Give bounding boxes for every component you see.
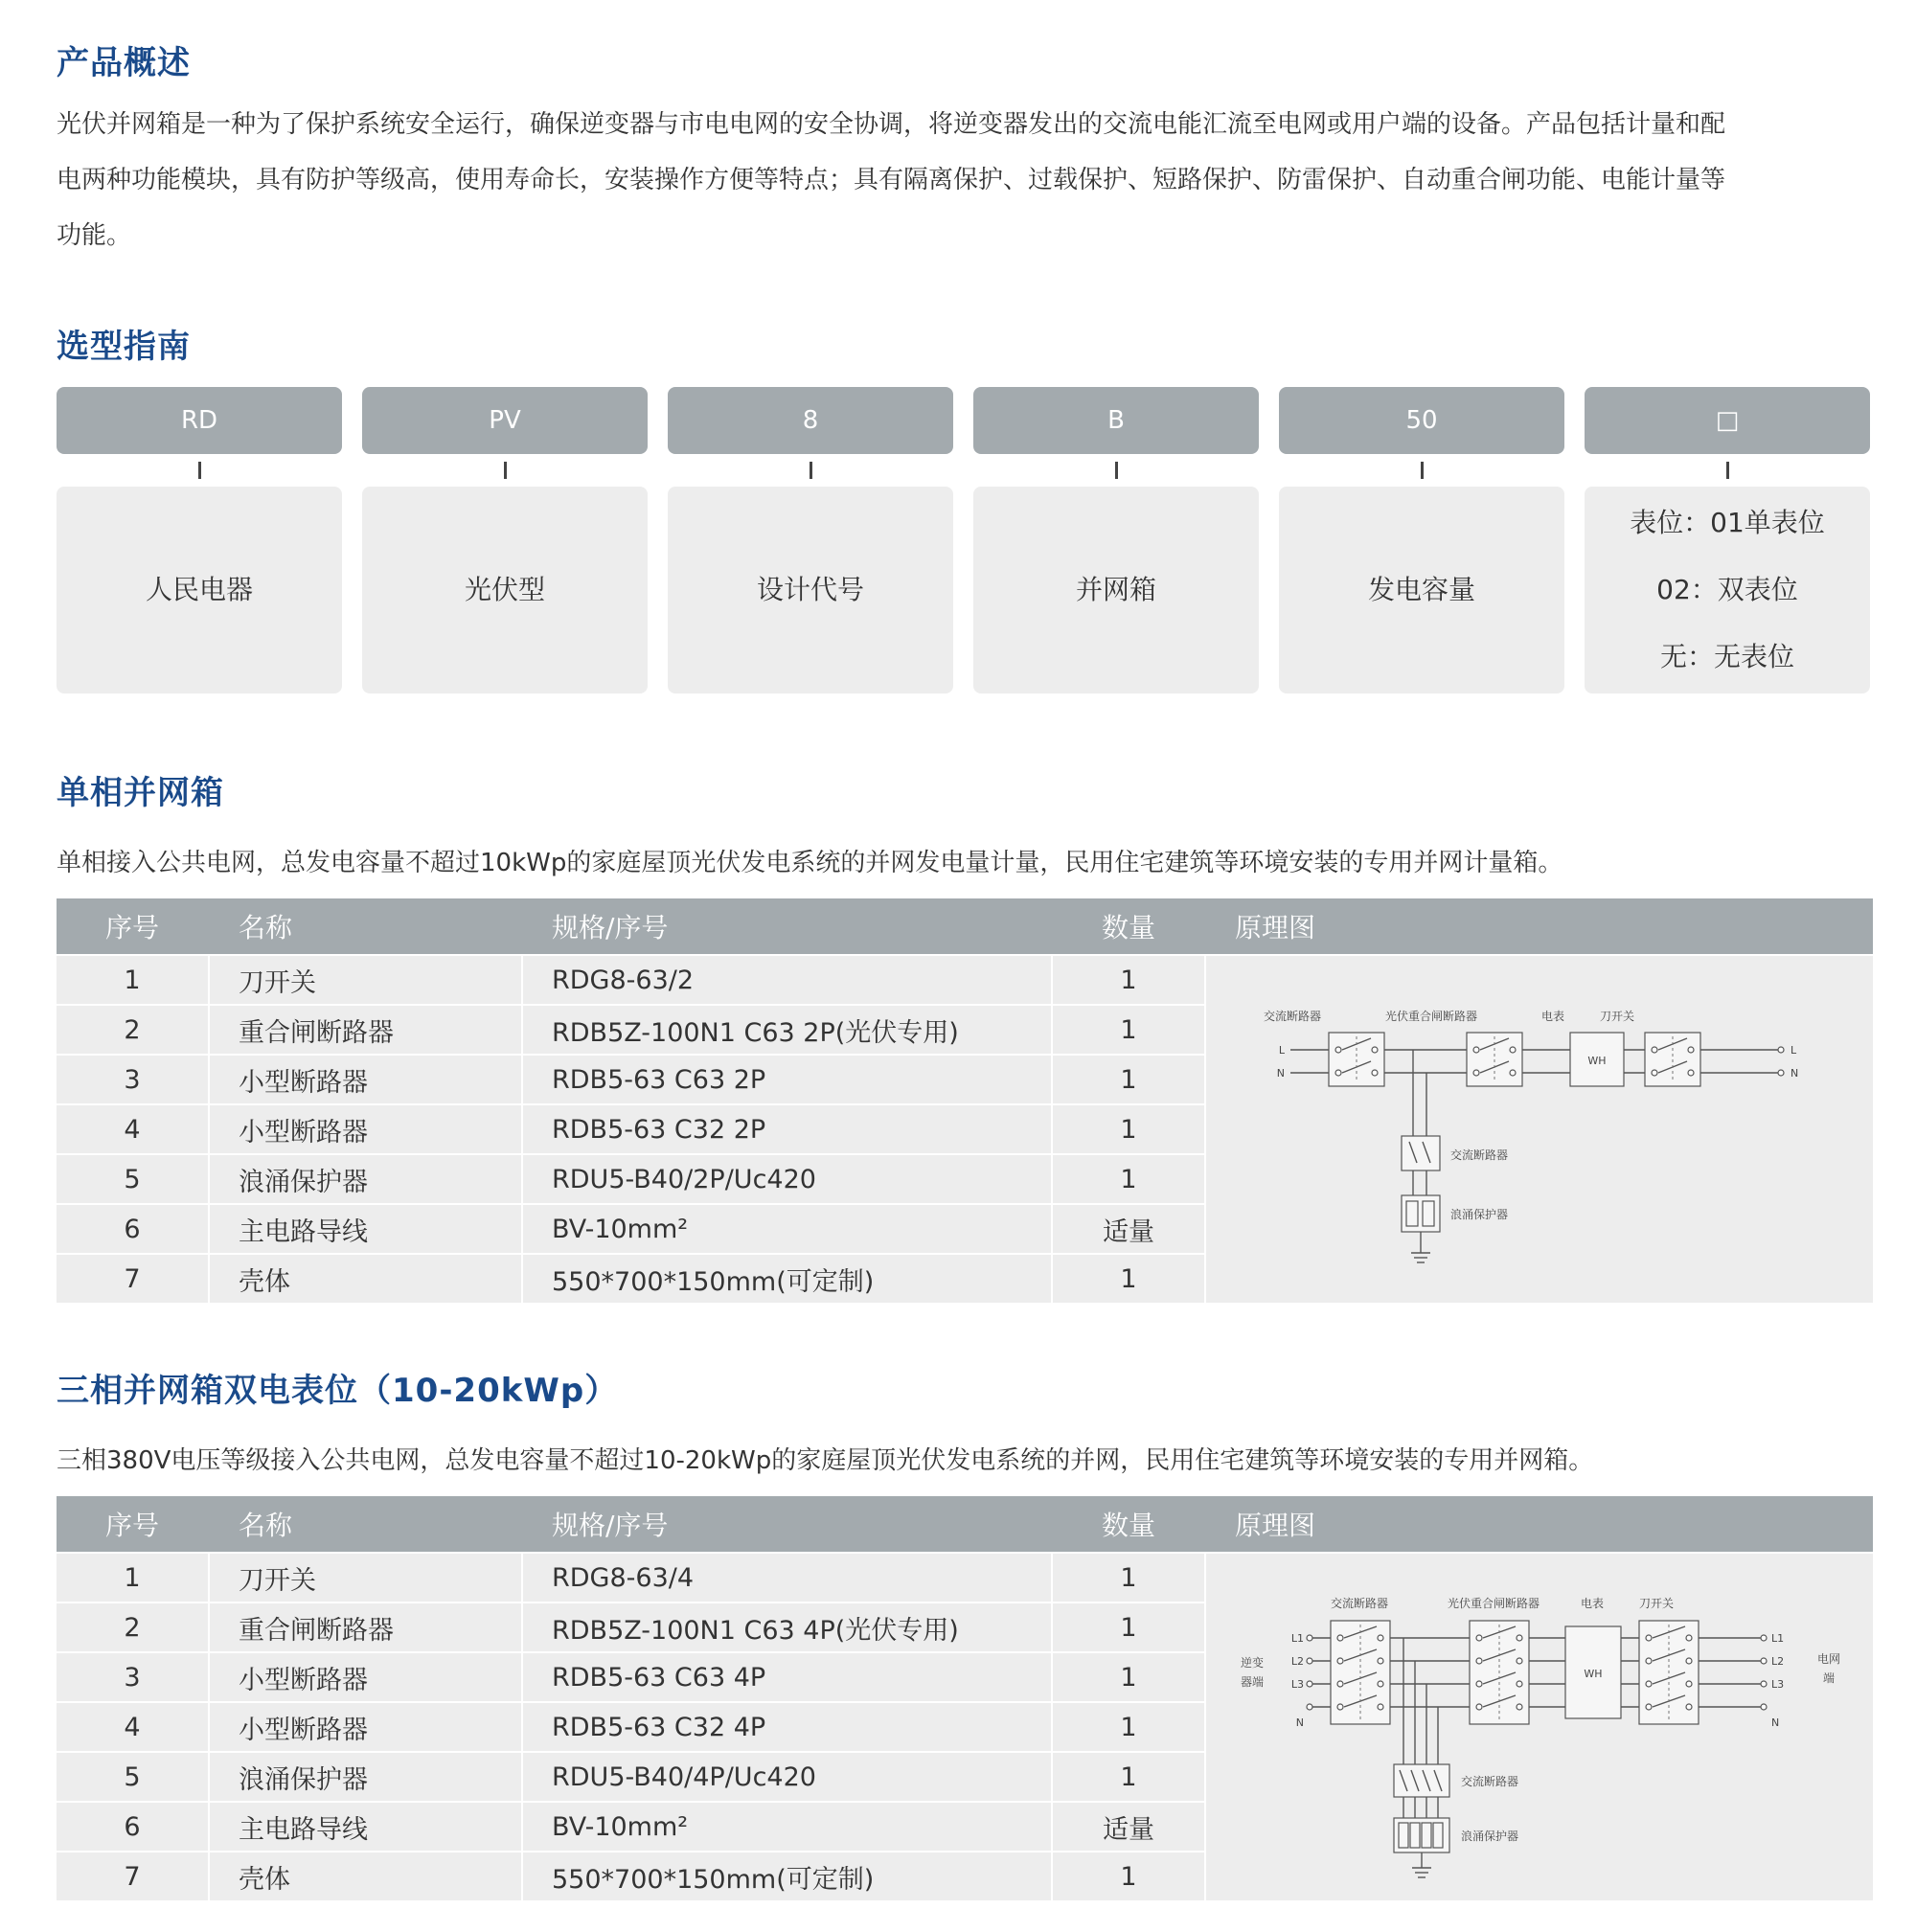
contact-point (1646, 1704, 1652, 1710)
guide-connector (1115, 462, 1118, 479)
guide-column (57, 387, 342, 693)
guide-desc (1585, 487, 1870, 693)
meter-wh-label: WH (1587, 1055, 1607, 1067)
guide-connector (1421, 462, 1424, 479)
terminal (1761, 1681, 1767, 1687)
guide-desc-line: 并网箱 (1075, 574, 1156, 605)
row-name: 浪涌保护器 (210, 1155, 521, 1203)
row-spec: RDB5-63 C63 2P (523, 1056, 1051, 1103)
contact-point (1378, 1704, 1383, 1710)
row-spec: RDG8-63/4 (523, 1554, 1051, 1602)
row-name: 壳体 (210, 1852, 521, 1900)
guide-connector (198, 462, 201, 479)
schematic-diagram (1206, 1554, 1873, 1900)
row-name: 刀开关 (210, 1554, 521, 1602)
row-qty: 适量 (1053, 1205, 1204, 1253)
guide-connector (504, 462, 507, 479)
row-name: 重合闸断路器 (210, 1006, 521, 1054)
line-label: L3 (1290, 1678, 1304, 1691)
row-index: 7 (57, 1255, 208, 1303)
contact-point (1652, 1070, 1657, 1076)
row-spec: RDB5-63 C32 4P (523, 1703, 1051, 1751)
row-spec: RDB5-63 C63 4P (523, 1653, 1051, 1701)
guide-desc (362, 487, 648, 693)
table-header (57, 1496, 1873, 1552)
row-spec: BV-10mm² (523, 1803, 1051, 1851)
guide-title: 选型指南 (57, 328, 191, 366)
three-diagram-svg (1206, 1554, 1873, 1887)
row-index: 3 (57, 1653, 208, 1701)
single-desc: 单相接入公共电网，总发电容量不超过10kWp的家庭屋顶光伏发电系统的并网发电量计量，民用住宅建筑等环境安装的专用并网计量箱。 (57, 849, 1563, 877)
line-label-l: L (1278, 1044, 1285, 1057)
contact-point (1510, 1047, 1516, 1053)
schematic-diagram (1206, 956, 1873, 1303)
terminal (1761, 1635, 1767, 1641)
label-branch-breaker: 交流断路器 (1461, 1775, 1519, 1788)
overview-text (57, 97, 1873, 263)
contact-point (1473, 1070, 1479, 1076)
row-index: 7 (57, 1852, 208, 1900)
contact-point (1686, 1704, 1692, 1710)
label-ac-breaker: 交流断路器 (1330, 1597, 1389, 1610)
row-spec: RDB5-63 C32 2P (523, 1105, 1051, 1153)
guide-column (668, 387, 953, 693)
row-qty: 1 (1053, 1105, 1204, 1153)
line-label: N (1295, 1716, 1304, 1729)
branch-breaker-box (1394, 1764, 1449, 1797)
terminal (1778, 1070, 1784, 1076)
terminal (1307, 1704, 1312, 1710)
three-desc: 三相380V电压等级接入公共电网，总发电容量不超过10-20kWp的家庭屋顶光伏发电系统的并网，民用住宅建筑等环境安装的专用并网箱。 (57, 1446, 1594, 1475)
guide-code: 50 (1279, 387, 1564, 454)
row-spec: RDU5-B40/2P/Uc420 (523, 1155, 1051, 1203)
header-cell: 规格/序号 (552, 1510, 669, 1541)
row-qty: 1 (1053, 956, 1204, 1004)
label-knife: 刀开关 (1599, 1010, 1635, 1023)
contact-point (1378, 1635, 1383, 1641)
header-cell: 原理图 (1235, 912, 1316, 943)
guide-column (1279, 387, 1564, 693)
contact-point (1337, 1704, 1343, 1710)
row-qty: 1 (1053, 1753, 1204, 1801)
contact-point (1476, 1704, 1482, 1710)
guide-desc-line: 无：无表位 (1659, 641, 1794, 672)
header-cell: 名称 (239, 1510, 293, 1541)
contact-point (1372, 1070, 1378, 1076)
row-qty: 1 (1053, 1006, 1204, 1054)
line-label-n: N (1276, 1067, 1285, 1080)
row-name: 小型断路器 (210, 1056, 521, 1103)
row-qty: 1 (1053, 1603, 1204, 1651)
header-cell: 原理图 (1235, 1510, 1316, 1541)
single-title: 单相并网箱 (57, 774, 224, 812)
row-name: 浪涌保护器 (210, 1753, 521, 1801)
guide-connector (1726, 462, 1729, 479)
label-surge: 浪涌保护器 (1450, 1208, 1509, 1221)
guide-column (362, 387, 648, 693)
row-name: 重合闸断路器 (210, 1603, 521, 1651)
guide-desc-line: 设计代号 (756, 574, 864, 605)
row-qty: 适量 (1053, 1803, 1204, 1851)
terminal (1307, 1658, 1312, 1664)
row-name: 刀开关 (210, 956, 521, 1004)
contact-point (1646, 1658, 1652, 1664)
contact-point (1517, 1704, 1522, 1710)
label-grid-side: 端 (1822, 1671, 1836, 1685)
row-qty: 1 (1053, 1155, 1204, 1203)
row-spec: RDU5-B40/4P/Uc420 (523, 1753, 1051, 1801)
row-index: 5 (57, 1753, 208, 1801)
row-name: 小型断路器 (210, 1653, 521, 1701)
guide-code: RD (57, 387, 342, 454)
guide-connector (810, 462, 812, 479)
branch-breaker-box (1402, 1136, 1440, 1171)
guide-code: B (973, 387, 1259, 454)
contact-point (1688, 1070, 1694, 1076)
three-spec-table (57, 1496, 1873, 1895)
contact-point (1337, 1658, 1343, 1664)
row-index: 3 (57, 1056, 208, 1103)
label-ac-breaker: 交流断路器 (1263, 1010, 1322, 1023)
overview-line: 电两种功能模块，具有防护等级高，使用寿命长，安装操作方便等特点；具有隔离保护、过载保护、短路保护、防雷保护、自动重合闸功能、电能计量等 (57, 166, 1726, 194)
contact-point (1476, 1681, 1482, 1687)
header-cell: 数量 (1101, 912, 1155, 943)
guide-column (1585, 387, 1870, 693)
terminal (1761, 1704, 1767, 1710)
row-index: 4 (57, 1105, 208, 1153)
row-spec: RDB5Z-100N1 C63 4P(光伏专用) (523, 1603, 1051, 1651)
label-inverter-side: 器端 (1240, 1675, 1265, 1689)
row-index: 2 (57, 1603, 208, 1651)
overview-title: 产品概述 (57, 44, 191, 82)
row-index: 5 (57, 1155, 208, 1203)
table-header (57, 898, 1873, 954)
row-name: 主电路导线 (210, 1803, 521, 1851)
label-surge: 浪涌保护器 (1461, 1830, 1519, 1843)
guide-desc-line: 发电容量 (1367, 574, 1475, 605)
header-cell: 名称 (239, 912, 293, 943)
contact-point (1688, 1047, 1694, 1053)
contact-point (1686, 1635, 1692, 1641)
row-qty: 1 (1053, 1554, 1204, 1602)
guide-code: 8 (668, 387, 953, 454)
line-label: L2 (1290, 1655, 1304, 1668)
row-index: 2 (57, 1006, 208, 1054)
label-inverter-side: 逆变 (1240, 1656, 1265, 1670)
contact-point (1476, 1658, 1482, 1664)
guide-code: PV (362, 387, 648, 454)
header-cell: 数量 (1101, 1510, 1155, 1541)
line-label: L1 (1771, 1632, 1785, 1645)
contact-point (1337, 1681, 1343, 1687)
contact-point (1517, 1658, 1522, 1664)
line-label: L1 (1290, 1632, 1304, 1645)
row-spec: RDG8-63/2 (523, 956, 1051, 1004)
contact-point (1646, 1681, 1652, 1687)
guide-desc (668, 487, 953, 693)
line-label-n: N (1791, 1067, 1799, 1080)
row-name: 小型断路器 (210, 1105, 521, 1153)
guide-desc-line: 光伏型 (464, 574, 545, 605)
guide-desc-line: 表位：01单表位 (1630, 507, 1825, 538)
selection-guide (57, 387, 1873, 693)
row-name: 主电路导线 (210, 1205, 521, 1253)
label-knife: 刀开关 (1638, 1597, 1675, 1610)
guide-desc-line: 02：双表位 (1656, 574, 1798, 605)
line-label: L3 (1771, 1678, 1785, 1691)
row-spec: BV-10mm² (523, 1205, 1051, 1253)
row-qty: 1 (1053, 1653, 1204, 1701)
label-meter: 电表 (1580, 1597, 1605, 1610)
header-cell: 序号 (104, 912, 159, 943)
line-label: L2 (1771, 1655, 1785, 1668)
row-qty: 1 (1053, 1056, 1204, 1103)
row-spec: 550*700*150mm(可定制) (523, 1852, 1051, 1900)
row-index: 1 (57, 1554, 208, 1602)
contact-point (1517, 1635, 1522, 1641)
contact-point (1517, 1681, 1522, 1687)
label-grid-side: 电网 (1816, 1652, 1841, 1666)
row-spec: 550*700*150mm(可定制) (523, 1255, 1051, 1303)
single-spec-table (57, 898, 1873, 1297)
contact-point (1510, 1070, 1516, 1076)
terminal (1761, 1658, 1767, 1664)
contact-point (1646, 1635, 1652, 1641)
guide-desc-line: 人民电器 (145, 574, 253, 605)
three-title: 三相并网箱双电表位（10-20kWp） (57, 1372, 619, 1410)
terminal (1778, 1047, 1784, 1053)
row-qty: 1 (1053, 1852, 1204, 1900)
label-pv-breaker: 光伏重合闸断路器 (1447, 1597, 1540, 1610)
line-label: N (1771, 1716, 1780, 1729)
row-qty: 1 (1053, 1255, 1204, 1303)
terminal (1307, 1635, 1312, 1641)
contact-point (1335, 1047, 1341, 1053)
guide-column (973, 387, 1259, 693)
header-cell: 规格/序号 (552, 912, 669, 943)
line-label-l: L (1791, 1044, 1797, 1057)
contact-point (1652, 1047, 1657, 1053)
guide-desc (57, 487, 342, 693)
contact-point (1378, 1681, 1383, 1687)
row-index: 6 (57, 1803, 208, 1851)
guide-desc (1279, 487, 1564, 693)
single-diagram-svg (1206, 956, 1873, 1289)
row-index: 4 (57, 1703, 208, 1751)
row-name: 小型断路器 (210, 1703, 521, 1751)
row-index: 6 (57, 1205, 208, 1253)
contact-point (1686, 1681, 1692, 1687)
row-name: 壳体 (210, 1255, 521, 1303)
label-pv-breaker: 光伏重合闸断路器 (1384, 1010, 1478, 1023)
overview-line: 光伏并网箱是一种为了保护系统安全运行，确保逆变器与市电电网的安全协调，将逆变器发出的交流电能汇流至电网或用户端的设备。产品包括计量和配 (57, 110, 1726, 139)
row-spec: RDB5Z-100N1 C63 2P(光伏专用) (523, 1006, 1051, 1054)
row-qty: 1 (1053, 1703, 1204, 1751)
contact-point (1372, 1047, 1378, 1053)
contact-point (1473, 1047, 1479, 1053)
meter-wh-label: WH (1584, 1668, 1603, 1680)
contact-point (1335, 1070, 1341, 1076)
terminal (1307, 1681, 1312, 1687)
label-meter: 电表 (1540, 1010, 1565, 1023)
contact-point (1686, 1658, 1692, 1664)
header-cell: 序号 (104, 1510, 159, 1541)
contact-point (1337, 1635, 1343, 1641)
guide-code: □ (1585, 387, 1870, 454)
contact-point (1476, 1635, 1482, 1641)
guide-desc (973, 487, 1259, 693)
contact-point (1378, 1658, 1383, 1664)
overview-line: 功能。 (57, 221, 132, 250)
row-index: 1 (57, 956, 208, 1004)
label-branch-breaker: 交流断路器 (1450, 1148, 1509, 1162)
